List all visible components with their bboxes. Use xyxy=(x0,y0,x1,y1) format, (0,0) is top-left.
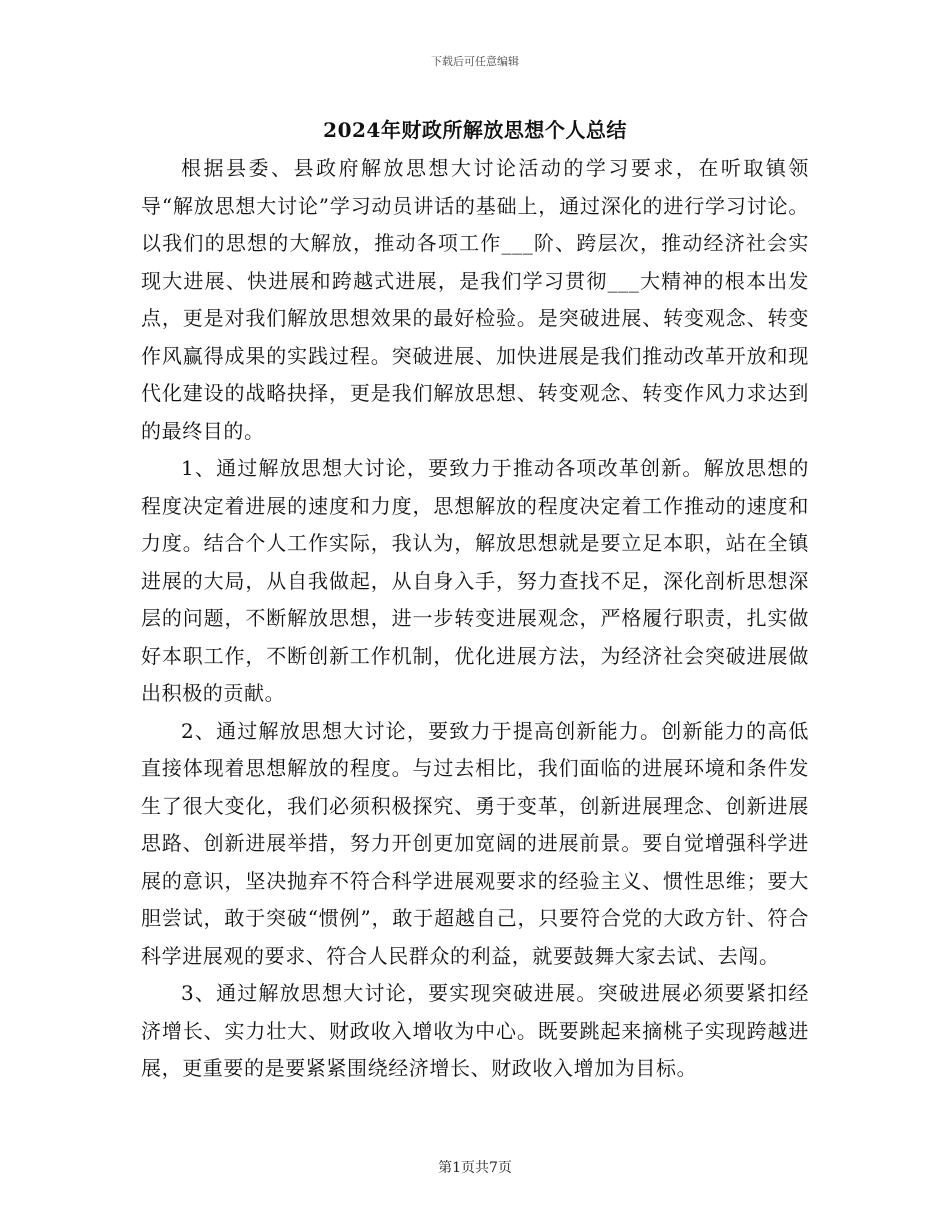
document-title: 2024年财政所解放思想个人总结 xyxy=(323,118,627,142)
header-note: 下载后可任意编辑 xyxy=(431,55,519,68)
paragraph-point-2: 2、通过解放思想大讨论，要致力于提高创新能力。创新能力的高低直接体现着思想解放的程度。与过去相比，我们面临的进展环境和条件发生了很大变化，我们必须积极探究、勇于变革，创新进展理念、创新进展思路、创新进展举措，努力开创更加宽阔的进展前景。要自觉增强科学进展的意识，坚决抛弃不符合科学进展观要求的经验主义、惯性思维；要大胆尝试，敢于突破“惯例”，敢于超越自己，只要符合党的大政方针、符合科学进展观的要求、符合人民群众的利益，就要鼓舞大家去试、去闯。 xyxy=(141,718,809,968)
paragraph-point-1: 1、通过解放思想大讨论，要致力于推动各项改革创新。解放思想的程度决定着进展的速度和力度，思想解放的程度决定着工作推动的速度和力度。结合个人工作实际，我认为，解放思想就是要立足本职，站在全镇进展的大局，从自我做起，从自身入手，努力查找不足，深化剖析思想深层的问题，不断解放思想，进一步转变进展观念，严格履行职责，扎实做好本职工作，不断创新工作机制，优化进展方法，为经济社会突破进展做出积极的贡献。 xyxy=(141,456,809,705)
page-number-footer: 第1页共7页 xyxy=(438,1160,512,1176)
paragraph-intro: 根据县委、县政府解放思想大讨论活动的学习要求，在听取镇领导“解放思想大讨论”学习动员讲话的基础上，通过深化的进行学习讨论。以我们的思想的大解放，推动各项工作___阶、跨层次，推动经济社会实现大进展、快进展和跨越式进展，是我们学习贯彻___大精神的根本出发点，更是对我们解放思想效果的最好检验。是突破进展、转变观念、转变作风赢得成果的实践过程。突破进展、加快进展是我们推动改革开放和现代化建设的战略抉择，更是我们解放思想、转变观念、转变作风力求达到的最终目的。 xyxy=(141,156,809,443)
paragraph-point-3: 3、通过解放思想大讨论，要实现突破进展。突破进展必须要紧扣经济增长、实力壮大、财政收入增收为中心。既要跳起来摘桃子实现跨越进展，更重要的是要紧紧围绕经济增长、财政收入增加为目标。 xyxy=(141,981,809,1080)
document-body xyxy=(141,150,809,1088)
